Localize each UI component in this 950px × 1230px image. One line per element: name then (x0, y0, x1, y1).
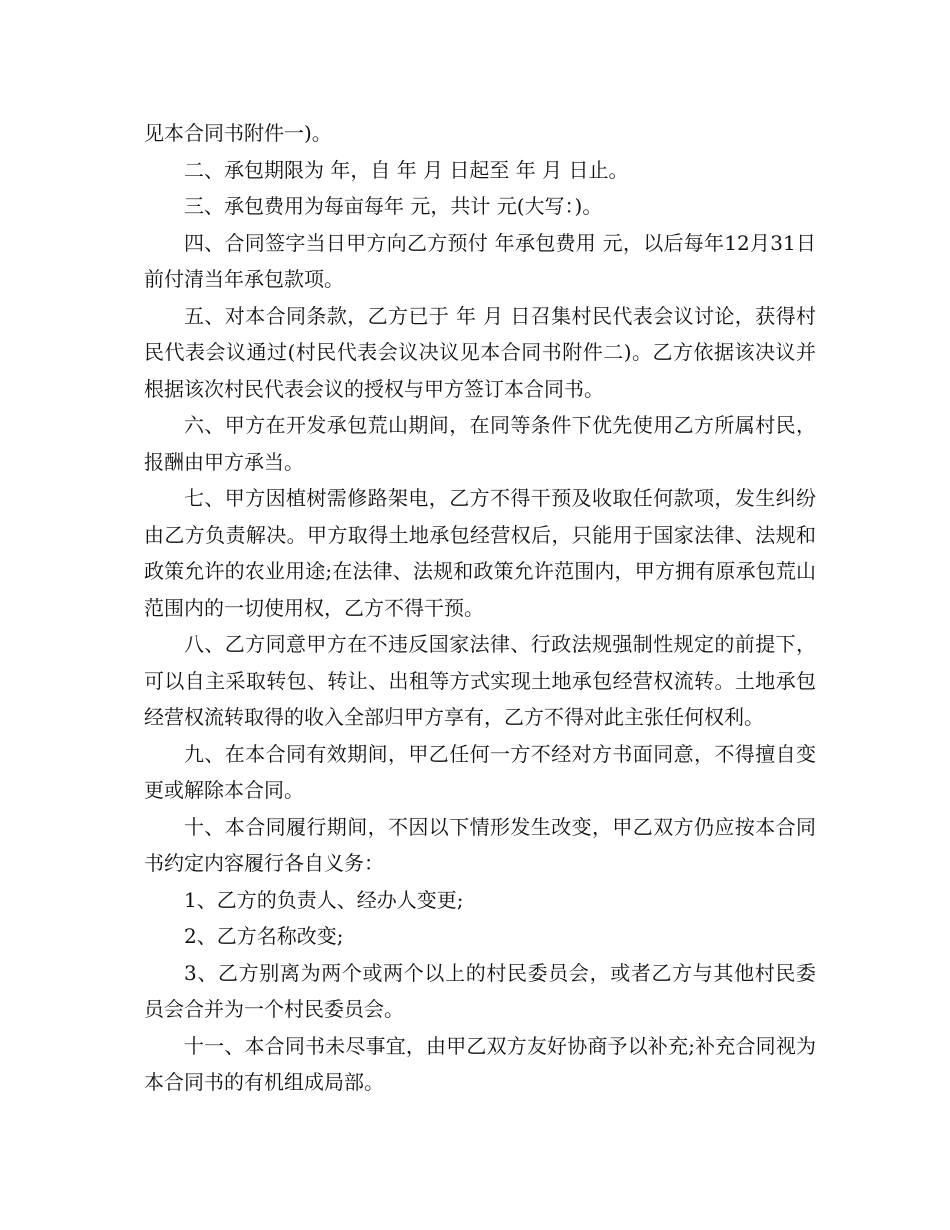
paragraph-clause-10-obligations: 十、本合同履行期间，不因以下情形发生改变，甲乙双方仍应按本合同书约定内容履行各自义务： (144, 814, 816, 875)
paragraph-clause-11-supplement: 十一、本合同书未尽事宜，由甲乙双方友好协商予以补充;补充合同视为本合同书的有机组成局部。 (144, 1033, 816, 1094)
document-body (144, 115, 816, 1101)
list-item-1: 1、乙方的负责人、经办人变更; (184, 887, 464, 912)
paragraph-clause-8-transfer: 八、乙方同意甲方在不违反国家法律、行政法规强制性规定的前提下，可以自主采取转包、转让、出租等方式实现土地承包经营权流转。土地承包经营权流转取得的收入全部归甲方享有，乙方不得对此主张任何权利。 (144, 632, 816, 729)
paragraph-clause-9-validity: 九、在本合同有效期间，甲乙任何一方不经对方书面同意，不得擅自变更或解除本合同。 (144, 741, 816, 802)
list-item-3: 3、乙方别离为两个或两个以上的村民委员会，或者乙方与其他村民委员会合并为一个村民委员会。 (144, 960, 816, 1021)
list-item-2: 2、乙方名称改变; (184, 924, 344, 948)
paragraph-clause-5-meeting: 五、对本合同条款，乙方已于 年 月 日召集村民代表会议讨论，获得村民代表会议通过(村民代表会议决议见本合同书附件二)。乙方依据该决议并根据该次村民代表会议的授权与甲方签订本合同书。 (144, 303, 816, 401)
paragraph-clause-3-fee: 三、承包费用为每亩每年 元，共计 元(大写：)。 (184, 194, 603, 218)
paragraph-clause-6-priority: 六、甲方在开发承包荒山期间，在同等条件下优先使用乙方所属村民，报酬由甲方承当。 (144, 413, 816, 474)
paragraph-clause-2-term: 二、承包期限为 年，自 年 月 日起至 年 月 日止。 (184, 157, 629, 182)
paragraph-attachment-ref: 见本合同书附件一)。 (144, 121, 332, 145)
paragraph-clause-4-prepayment: 四、合同签字当日甲方向乙方预付 年承包费用 元，以后每年12月31日前付清当年承包款项。 (144, 230, 816, 291)
paragraph-clause-7-roads: 七、甲方因植树需修路架电，乙方不得干预及收取任何款项，发生纠纷由乙方负责解决。甲方取得土地承包经营权后，只能用于国家法律、法规和政策允许的农业用途;在法律、法规和政策允许范围内，甲方拥有原承包荒山范围内的一切使用权，乙方不得干预。 (144, 486, 816, 620)
